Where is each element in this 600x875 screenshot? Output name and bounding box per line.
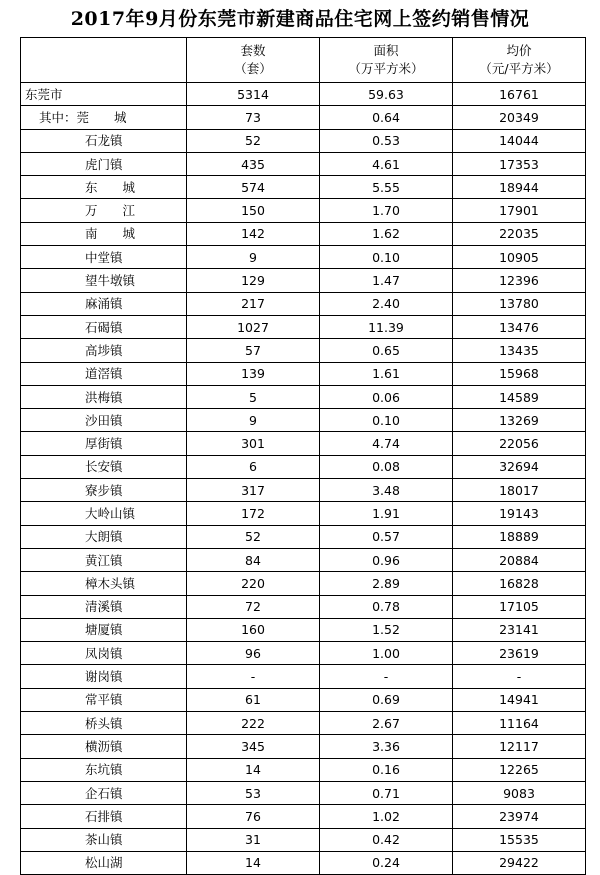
price-cell: 14941: [453, 688, 586, 711]
area-cell: 0.24: [320, 851, 453, 874]
table-header-row: [21, 38, 586, 83]
area-cell: 4.74: [320, 432, 453, 455]
sets-cell: 139: [187, 362, 320, 385]
sets-cell: 52: [187, 525, 320, 548]
area-cell: 0.65: [320, 339, 453, 362]
region-name-cell: 高埗镇: [21, 339, 187, 362]
region-name-cell: 谢岗镇: [21, 665, 187, 688]
region-name-cell: 石龙镇: [21, 129, 187, 152]
table-row: [21, 618, 586, 641]
price-cell: 22056: [453, 432, 586, 455]
region-name-cell: 厚街镇: [21, 432, 187, 455]
price-cell: 10905: [453, 246, 586, 269]
region-name-cell: 虎门镇: [21, 152, 187, 175]
sets-cell: 160: [187, 618, 320, 641]
sets-cell: 96: [187, 642, 320, 665]
region-name-cell: 凤岗镇: [21, 642, 187, 665]
area-cell: 0.53: [320, 129, 453, 152]
table-row: [21, 548, 586, 571]
table-row: [21, 152, 586, 175]
price-cell: 23141: [453, 618, 586, 641]
sets-cell: 9: [187, 409, 320, 432]
table-row: [21, 292, 586, 315]
sets-cell: 217: [187, 292, 320, 315]
price-cell: -: [453, 665, 586, 688]
table-row: [21, 269, 586, 292]
price-cell: 13476: [453, 315, 586, 338]
area-cell: 1.47: [320, 269, 453, 292]
price-cell: 17105: [453, 595, 586, 618]
sales-table: [20, 37, 586, 875]
region-name-cell: 中堂镇: [21, 246, 187, 269]
region-name-cell: 其中：莞 城: [21, 106, 187, 129]
region-name-cell: 东 城: [21, 176, 187, 199]
area-cell: 0.96: [320, 548, 453, 571]
region-name-cell: 洪梅镇: [21, 385, 187, 408]
header-sets-label: 套数: [240, 43, 266, 58]
area-cell: 3.48: [320, 479, 453, 502]
region-name-cell: 长安镇: [21, 455, 187, 478]
price-cell: 18944: [453, 176, 586, 199]
table-row: [21, 665, 586, 688]
sets-cell: 14: [187, 851, 320, 874]
table-row: [21, 385, 586, 408]
sets-cell: 150: [187, 199, 320, 222]
area-cell: 1.62: [320, 222, 453, 245]
area-cell: 0.42: [320, 828, 453, 851]
sets-cell: 57: [187, 339, 320, 362]
area-cell: 0.69: [320, 688, 453, 711]
sets-cell: 129: [187, 269, 320, 292]
table-row: [21, 781, 586, 804]
sets-cell: 317: [187, 479, 320, 502]
region-name-cell: 桥头镇: [21, 712, 187, 735]
price-cell: 14589: [453, 385, 586, 408]
price-cell: 16828: [453, 572, 586, 595]
price-cell: 13269: [453, 409, 586, 432]
area-cell: 1.70: [320, 199, 453, 222]
region-name-cell: 樟木头镇: [21, 572, 187, 595]
region-name-cell: 黄江镇: [21, 548, 187, 571]
area-cell: 2.89: [320, 572, 453, 595]
sets-cell: 345: [187, 735, 320, 758]
table-row: [21, 83, 586, 106]
table-row: [21, 479, 586, 502]
price-cell: 17353: [453, 152, 586, 175]
region-name-cell: 横沥镇: [21, 735, 187, 758]
table-row: [21, 735, 586, 758]
sets-cell: 14: [187, 758, 320, 781]
region-name-cell: 东坑镇: [21, 758, 187, 781]
table-row: [21, 339, 586, 362]
sets-cell: 9: [187, 246, 320, 269]
sets-cell: 5: [187, 385, 320, 408]
sets-cell: 142: [187, 222, 320, 245]
table-row: [21, 572, 586, 595]
header-region: [21, 38, 187, 83]
table-row: [21, 246, 586, 269]
price-cell: 19143: [453, 502, 586, 525]
table-row: [21, 828, 586, 851]
price-cell: 13780: [453, 292, 586, 315]
region-name-cell: 沙田镇: [21, 409, 187, 432]
sets-cell: 1027: [187, 315, 320, 338]
price-cell: 12396: [453, 269, 586, 292]
price-cell: 16761: [453, 83, 586, 106]
table-row: [21, 805, 586, 828]
price-cell: 17901: [453, 199, 586, 222]
sets-cell: 53: [187, 781, 320, 804]
table-row: [21, 315, 586, 338]
header-area-label: 面积: [373, 43, 399, 58]
sets-cell: 574: [187, 176, 320, 199]
area-cell: 11.39: [320, 315, 453, 338]
area-cell: 1.00: [320, 642, 453, 665]
sets-cell: 220: [187, 572, 320, 595]
sets-cell: 31: [187, 828, 320, 851]
table-row: [21, 688, 586, 711]
table-row: [21, 199, 586, 222]
region-name-cell: 东莞市: [21, 83, 187, 106]
price-cell: 9083: [453, 781, 586, 804]
table-row: [21, 106, 586, 129]
area-cell: 1.02: [320, 805, 453, 828]
price-cell: 23974: [453, 805, 586, 828]
table-row: [21, 455, 586, 478]
area-cell: 1.61: [320, 362, 453, 385]
region-name-cell: 麻涌镇: [21, 292, 187, 315]
sets-cell: 76: [187, 805, 320, 828]
area-cell: 0.64: [320, 106, 453, 129]
area-cell: 3.36: [320, 735, 453, 758]
price-cell: 18889: [453, 525, 586, 548]
sets-cell: 6: [187, 455, 320, 478]
area-cell: 59.63: [320, 83, 453, 106]
table-row: [21, 432, 586, 455]
price-cell: 15535: [453, 828, 586, 851]
header-price-unit: （元/平方米）: [479, 61, 559, 76]
page-title: 2017年9月份东莞市新建商品住宅网上签约销售情况: [70, 8, 530, 30]
header-area-unit: （万平方米）: [348, 61, 424, 76]
area-cell: -: [320, 665, 453, 688]
table-row: [21, 502, 586, 525]
sets-cell: 301: [187, 432, 320, 455]
area-cell: 0.16: [320, 758, 453, 781]
sets-cell: 73: [187, 106, 320, 129]
table-row: [21, 712, 586, 735]
table-row: [21, 758, 586, 781]
header-sets: [187, 38, 320, 83]
table-row: [21, 409, 586, 432]
table-row: [21, 362, 586, 385]
area-cell: 0.71: [320, 781, 453, 804]
area-cell: 2.40: [320, 292, 453, 315]
region-name-cell: 大朗镇: [21, 525, 187, 548]
price-cell: 12265: [453, 758, 586, 781]
table-row: [21, 642, 586, 665]
sets-cell: 84: [187, 548, 320, 571]
price-cell: 29422: [453, 851, 586, 874]
region-name-cell: 茶山镇: [21, 828, 187, 851]
area-cell: 0.78: [320, 595, 453, 618]
area-cell: 2.67: [320, 712, 453, 735]
sets-cell: 52: [187, 129, 320, 152]
sets-cell: -: [187, 665, 320, 688]
region-name-cell: 石排镇: [21, 805, 187, 828]
sets-cell: 172: [187, 502, 320, 525]
area-cell: 0.10: [320, 409, 453, 432]
region-name-cell: 道滘镇: [21, 362, 187, 385]
table-row: [21, 129, 586, 152]
price-cell: 12117: [453, 735, 586, 758]
table-row: [21, 525, 586, 548]
area-cell: 1.91: [320, 502, 453, 525]
sets-cell: 435: [187, 152, 320, 175]
price-cell: 23619: [453, 642, 586, 665]
region-name-cell: 石碣镇: [21, 315, 187, 338]
price-cell: 11164: [453, 712, 586, 735]
header-price: [453, 38, 586, 83]
area-cell: 0.08: [320, 455, 453, 478]
region-name-cell: 万 江: [21, 199, 187, 222]
price-cell: 32694: [453, 455, 586, 478]
region-name-cell: 常平镇: [21, 688, 187, 711]
table-row: [21, 222, 586, 245]
region-name-cell: 大岭山镇: [21, 502, 187, 525]
sets-cell: 72: [187, 595, 320, 618]
header-area: [320, 38, 453, 83]
region-name-cell: 企石镇: [21, 781, 187, 804]
area-cell: 1.52: [320, 618, 453, 641]
region-name-cell: 寮步镇: [21, 479, 187, 502]
price-cell: 13435: [453, 339, 586, 362]
area-cell: 0.57: [320, 525, 453, 548]
table-row: [21, 595, 586, 618]
region-name-cell: 清溪镇: [21, 595, 187, 618]
area-cell: 0.10: [320, 246, 453, 269]
area-cell: 4.61: [320, 152, 453, 175]
region-name-cell: 望牛墩镇: [21, 269, 187, 292]
area-cell: 5.55: [320, 176, 453, 199]
price-cell: 20884: [453, 548, 586, 571]
header-sets-unit: （套）: [234, 61, 272, 76]
header-price-label: 均价: [506, 43, 532, 58]
sets-cell: 61: [187, 688, 320, 711]
sets-cell: 5314: [187, 83, 320, 106]
price-cell: 18017: [453, 479, 586, 502]
price-cell: 22035: [453, 222, 586, 245]
table-row: [21, 176, 586, 199]
region-name-cell: 南 城: [21, 222, 187, 245]
region-name-cell: 松山湖: [21, 851, 187, 874]
sets-cell: 222: [187, 712, 320, 735]
price-cell: 20349: [453, 106, 586, 129]
area-cell: 0.06: [320, 385, 453, 408]
table-row: [21, 851, 586, 874]
price-cell: 15968: [453, 362, 586, 385]
region-name-cell: 塘厦镇: [21, 618, 187, 641]
price-cell: 14044: [453, 129, 586, 152]
